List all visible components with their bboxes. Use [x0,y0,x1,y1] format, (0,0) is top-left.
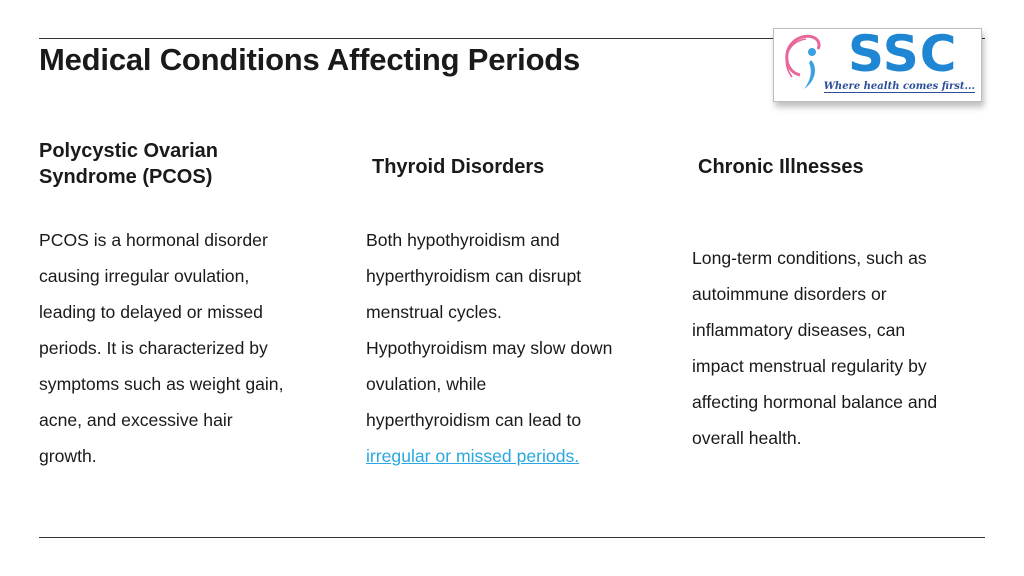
slide-title: Medical Conditions Affecting Periods [39,42,581,77]
body-line: ovulation, while [366,374,487,394]
body-line: PCOS is a hormonal disorder [39,230,268,250]
body-line: Hypothyroidism may slow down [366,338,613,358]
body-line: Long-term conditions, such as [692,248,927,268]
body-line: hyperthyroidism can lead to [366,410,582,430]
body-line: inflammatory diseases, can [692,320,906,340]
body-line: affecting hormonal balance and [692,392,938,412]
body-line: Both hypothyroidism and [366,230,560,250]
thyroid-heading: Thyroid Disorders [372,156,545,178]
body-line: periods. It is characterized by [39,338,268,358]
body-line: leading to delayed or missed [39,302,263,322]
body-line: menstrual cycles. [366,302,502,322]
pcos-heading-line2: Syndrome (PCOS) [39,166,213,188]
logo-tagline: Where health comes first... [823,81,975,92]
thyroid-body [366,222,656,474]
logo-brand-text: SSC [848,25,958,83]
body-line: impact menstrual regularity by [692,356,927,376]
body-line: acne, and excessive hair [39,410,233,430]
pcos-heading-line1: Polycystic Ovarian [39,140,218,162]
pcos-heading [39,138,218,190]
pcos-body [39,222,329,474]
chronic-illness-body [692,240,982,456]
irregular-periods-link[interactable]: irregular or missed periods. [366,446,580,466]
body-line: growth. [39,446,97,466]
body-line: causing irregular ovulation, [39,266,250,286]
body-line: overall health. [692,428,802,448]
body-line: autoimmune disorders or [692,284,887,304]
bottom-divider [39,537,985,538]
body-line: symptoms such as weight gain, [39,374,284,394]
chronic-illness-heading: Chronic Illnesses [698,156,864,178]
ssc-logo [773,25,982,102]
body-line: hyperthyroidism can disrupt [366,266,582,286]
